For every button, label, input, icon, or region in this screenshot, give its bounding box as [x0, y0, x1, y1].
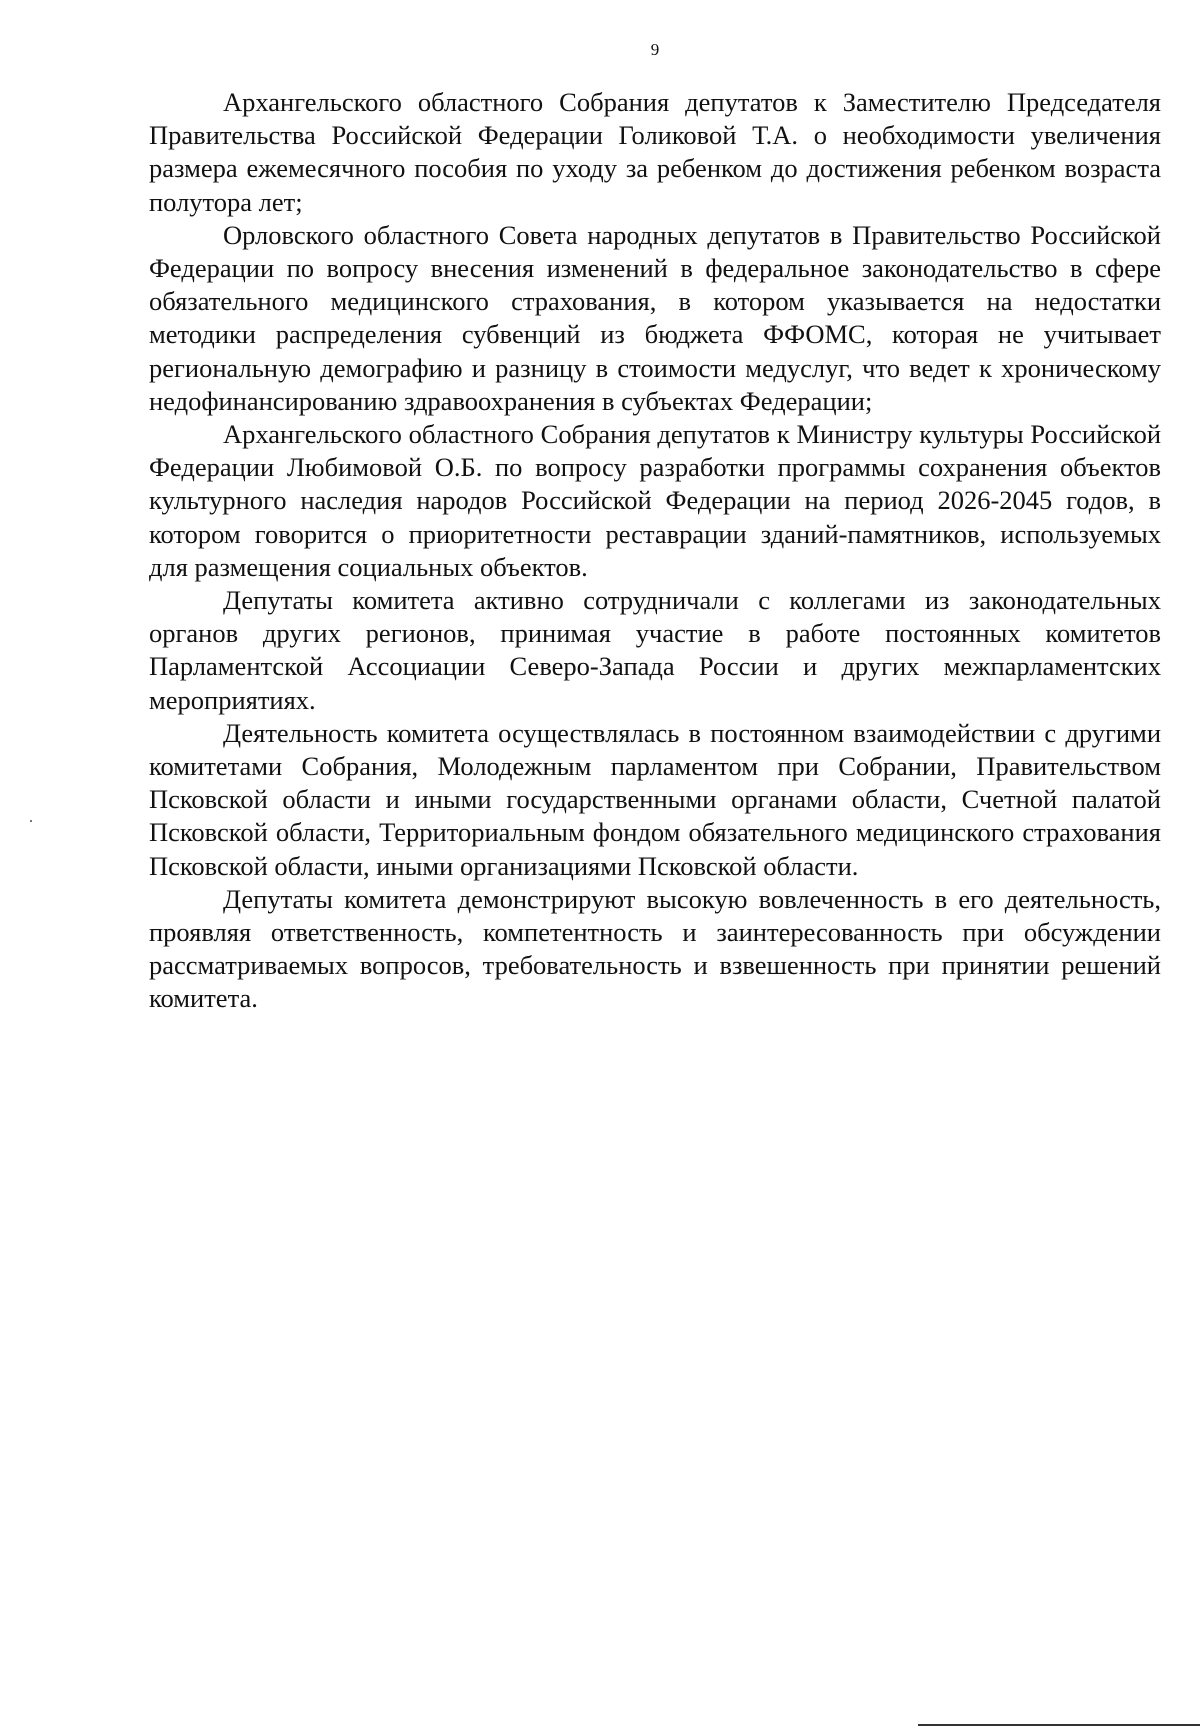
paragraph-interregional-cooperation: Депутаты комитета активно сотрудничали с коллегами из законодательных органов других регионов, принимая участие в работе постоянных комитетов Парламентской Ассоциации Северо-Запада России и других межпарламентских мероприятиях. — [149, 585, 1161, 715]
paragraph-orel-ffoms: Орловского областного Совета народных депутатов в Правительство Российской Федерации по вопросу внесения изменений в федеральное законодательство в сфере обязательного медицинского страхования, в котором указывается на недостатки методики распределения субвенций из бюджета ФФОМС, которая не учитывает региональную демографию и разницу в стоимости медуслуг, что ведет к хроническому недофинансированию здравоохранения в субъектах Федерации; — [149, 219, 1161, 416]
paragraph-arkhangelsk-golikova: Архангельского областного Собрания депутатов к Заместителю Председателя Правительства Российской Федерации Голиковой Т.А. о необходимости увеличения размера ежемесячного пособия по уходу за ребенком до достижения ребенком возраста полутора лет; — [149, 87, 1161, 217]
bottom-rule — [918, 1724, 1200, 1726]
paragraph-committee-interaction: Деятельность комитета осуществлялась в постоянном взаимодействии с другими комитетами Собрания, Молодежным парламентом при Собрании, Правительством Псковской области и иными государственными органами области, Счетной палатой Псковской области, Территориальным фондом обязательного медицинского страхования Псковской области, иными организациями Псковской области. — [149, 717, 1161, 881]
page-number: 9 — [650, 40, 660, 59]
scan-artifact — [30, 820, 32, 822]
paragraph-arkhangelsk-culture: Архангельского областного Собрания депутатов к Министру культуры Российской Федерации Любимовой О.Б. по вопросу разработки программы сохранения объектов культурного наследия народов Российской Федерации на период 2026-2045 годов, в котором говорится о приоритетности реставрации зданий-памятников, используемых для размещения социальных объектов. — [149, 419, 1161, 582]
document-body — [149, 86, 1161, 1016]
paragraph-deputies-engagement: Депутаты комитета демонстрируют высокую вовлеченность в его деятельность, проявляя ответственность, компетентность и заинтересованность при обсуждении рассматриваемых вопросов, требовательность и взвешенность при принятии решений комитета. — [149, 883, 1161, 1014]
